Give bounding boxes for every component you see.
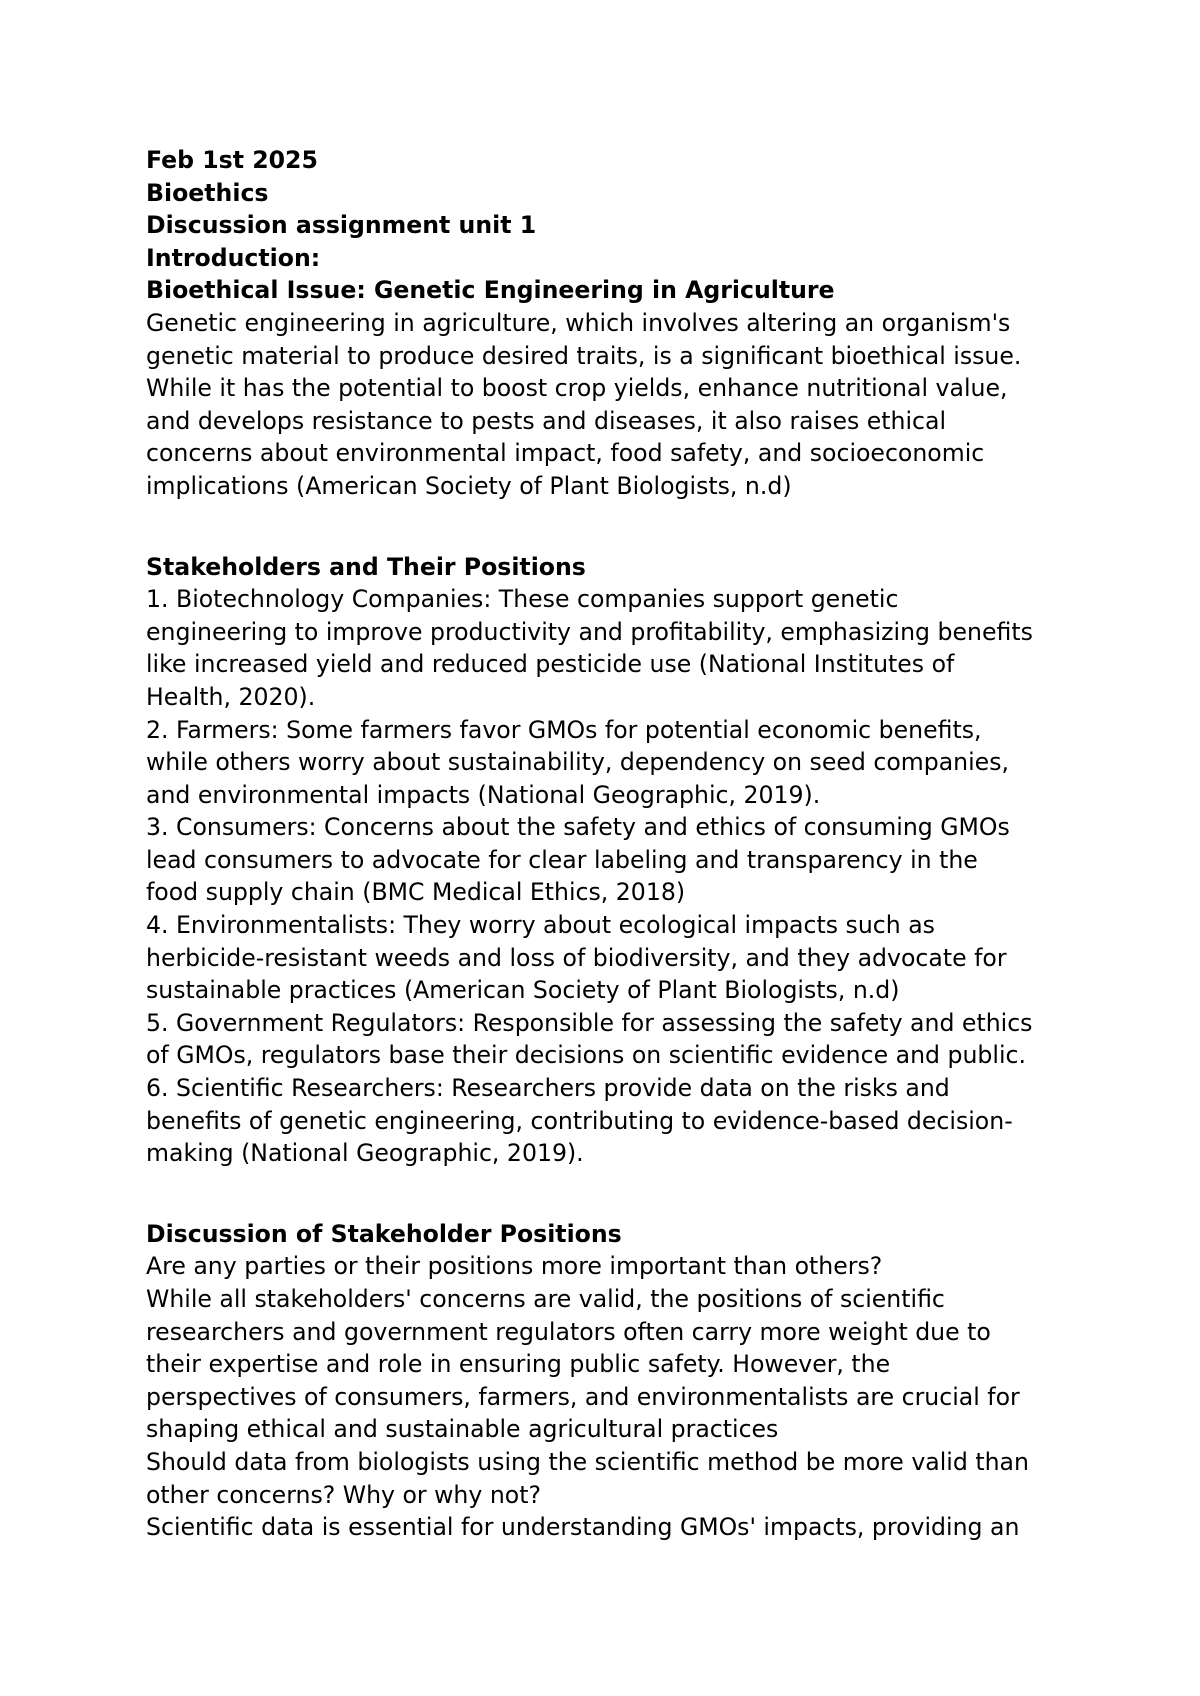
stakeholders-section [146,551,1076,1170]
paragraph-line: while others worry about sustainability, dependency on seed companies, [146,748,1009,777]
paragraph-line: implications (American Society of Plant Biologists, n.d) [146,471,792,500]
introduction-paragraph [146,307,1076,503]
paragraph-line: 6. Scientific Researchers: Researchers provide data on the risks and [146,1074,950,1103]
paragraph-line: shaping ethical and sustainable agricultural practices [146,1415,779,1444]
assignment-title: Discussion assignment unit 1 [146,211,537,240]
discussion-heading: Discussion of Stakeholder Positions [146,1219,622,1248]
paragraph-line: researchers and government regulators often carry more weight due to [146,1317,991,1346]
paragraph-line: like increased yield and reduced pesticide use (National Institutes of [146,650,955,679]
paragraph-line: herbicide-resistant weeds and loss of biodiversity, and they advocate for [146,943,1007,972]
date-line: Feb 1st 2025 [146,146,318,174]
paragraph-line: other concerns? Why or why not? [146,1480,542,1509]
paragraph-line: engineering to improve productivity and profitability, emphasizing benefits [146,617,1033,646]
paragraph-line: food supply chain (BMC Medical Ethics, 2018) [146,878,686,907]
paragraph-line: benefits of genetic engineering, contributing to evidence-based decision- [146,1106,1013,1135]
paragraph-line: Health, 2020). [146,682,316,711]
paragraph-line: Genetic engineering in agriculture, which involves altering an organism's [146,308,1011,337]
paragraph-line: making (National Geographic, 2019). [146,1139,584,1168]
course-title: Bioethics [146,178,269,207]
paragraph-line: perspectives of consumers, farmers, and environmentalists are crucial for [146,1382,1020,1411]
introduction-heading: Introduction: [146,243,321,272]
paragraph-line: and develops resistance to pests and diseases, it also raises ethical [146,406,947,435]
paragraph-line: lead consumers to advocate for clear labeling and transparency in the [146,845,978,874]
paragraph-line: genetic material to produce desired traits, is a significant bioethical issue. [146,341,1022,370]
paragraph-line: concerns about environmental impact, food safety, and socioeconomic [146,439,985,468]
paragraph-line: While all stakeholders' concerns are valid, the positions of scientific [146,1285,945,1313]
section-spacer [146,503,1076,551]
paragraph-line: and environmental impacts (National Geographic, 2019). [146,780,821,809]
paragraph-line: Are any parties or their positions more important than others? [146,1252,883,1281]
paragraph-line: of GMOs, regulators base their decisions on scientific evidence and public. [146,1041,1026,1070]
section-spacer [146,1170,1076,1218]
document-body [146,144,1076,1544]
paragraph-line: 1. Biotechnology Companies: These companies support genetic [146,585,899,614]
paragraph-line: 4. Environmentalists: They worry about ecological impacts such as [146,911,935,940]
paragraph-line: While it has the potential to boost crop yields, enhance nutritional value, [146,374,1008,403]
paragraph-line: Scientific data is essential for understanding GMOs' impacts, providing an [146,1513,1020,1542]
paragraph-line: their expertise and role in ensuring public safety. However, the [146,1350,891,1379]
paragraph-line: 5. Government Regulators: Responsible for assessing the safety and ethics [146,1008,1033,1037]
stakeholders-heading: Stakeholders and Their Positions [146,552,586,581]
paragraph-line: 2. Farmers: Some farmers favor GMOs for potential economic benefits, [146,715,982,744]
paragraph-line: Should data from biologists using the scientific method be more valid than [146,1447,1029,1476]
paragraph-line: sustainable practices (American Society of Plant Biologists, n.d) [146,976,900,1005]
discussion-section [146,1218,1076,1544]
paragraph-line: 3. Consumers: Concerns about the safety and ethics of consuming GMOs [146,813,1010,842]
issue-heading: Bioethical Issue: Genetic Engineering in Agriculture [146,276,835,305]
